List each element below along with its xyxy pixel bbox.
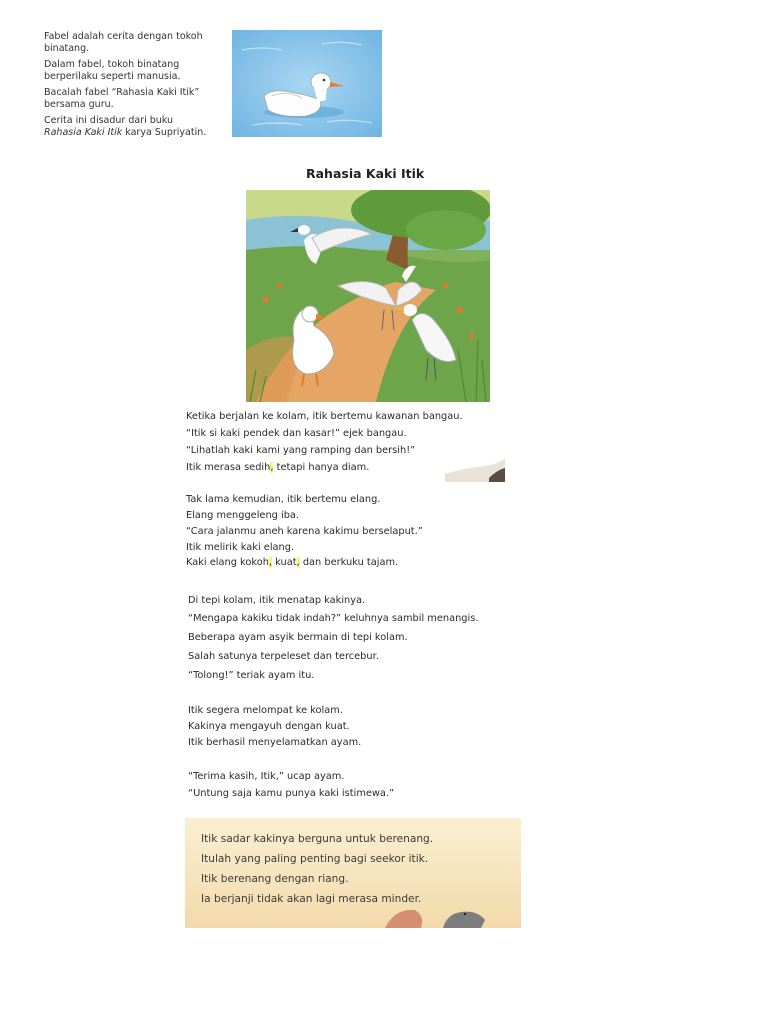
story-line: Di tepi kolam, itik menatap kakinya. bbox=[188, 595, 366, 606]
highlighted-comma: , bbox=[268, 557, 273, 568]
story-line: “Tolong!” teriak ayam itu. bbox=[188, 670, 315, 681]
story-line: Tak lama kemudian, itik bertemu elang. bbox=[186, 494, 381, 505]
story-text: dan berkuku tajam. bbox=[299, 557, 399, 568]
intro-p4 bbox=[44, 115, 232, 138]
story-line: “Itik si kaki pendek dan kasar!” ejek bangau. bbox=[186, 428, 407, 439]
story-line: Itik sadar kakinya berguna untuk berenang. bbox=[201, 833, 434, 845]
story-line: “Terima kasih, Itik,” ucap ayam. bbox=[188, 771, 345, 782]
story-line: Salah satunya terpeleset dan tercebur. bbox=[188, 651, 379, 662]
story-line: “Untung saja kamu punya kaki istimewa.” bbox=[188, 788, 395, 799]
story-line bbox=[186, 462, 369, 473]
story-text: Itik merasa sedih bbox=[186, 462, 271, 473]
story-line: Elang menggeleng iba. bbox=[186, 510, 300, 521]
decorative-brush-stroke bbox=[445, 448, 505, 482]
story-line: Itik berenang dengan riang. bbox=[201, 873, 349, 885]
story-text: tetapi hanya diam. bbox=[273, 462, 370, 473]
ending-text-panel bbox=[185, 818, 521, 928]
intro-p4-a: Cerita ini disadur dari buku bbox=[44, 115, 174, 126]
story-line: Itik segera melompat ke kolam. bbox=[188, 705, 343, 716]
story-line: Kakinya mengayuh dengan kuat. bbox=[188, 721, 350, 732]
story-line: Itik berhasil menyelamatkan ayam. bbox=[188, 737, 362, 748]
story-line: “Lihatlah kaki kami yang ramping dan bersih!” bbox=[186, 445, 416, 456]
story-line: Itulah yang paling penting bagi seekor itik. bbox=[201, 853, 429, 865]
highlighted-comma: , bbox=[296, 557, 300, 568]
intro-p3: Bacalah fabel “Rahasia Kaki Itik” bersama guru. bbox=[44, 87, 200, 110]
story-line bbox=[186, 557, 398, 568]
intro-p4-c: karya Supriyatin. bbox=[125, 126, 207, 138]
story-title: Rahasia Kaki Itik bbox=[306, 166, 425, 181]
highlighted-comma: , bbox=[270, 462, 274, 473]
intro-p2: Dalam fabel, tokoh binatang berperilaku seperti manusia. bbox=[44, 59, 181, 82]
story-line: “Cara jalanmu aneh karena kakimu berselaput.” bbox=[186, 526, 423, 537]
intro-text bbox=[44, 31, 232, 143]
story-text: Kaki elang kokoh bbox=[186, 557, 269, 568]
story-line: Beberapa ayam asyik bermain di tepi kolam. bbox=[188, 632, 408, 643]
animals-peek-illustration bbox=[385, 904, 495, 928]
duck-pond-illustration bbox=[232, 30, 382, 137]
intro-p4-book-title: Rahasia Kaki Itik bbox=[44, 126, 123, 138]
story-line: Ketika berjalan ke kolam, itik bertemu kawanan bangau. bbox=[186, 411, 463, 422]
story-line: Itik melirik kaki elang. bbox=[186, 542, 295, 553]
story-line: “Mengapa kakiku tidak indah?” keluhnya sambil menangis. bbox=[188, 613, 479, 624]
story-line: Ia berjanji tidak akan lagi merasa minder. bbox=[201, 893, 422, 905]
intro-p1: Fabel adalah cerita dengan tokoh binatang. bbox=[44, 31, 203, 54]
story-text: kuat bbox=[272, 557, 297, 568]
birds-scene-illustration bbox=[246, 190, 490, 402]
